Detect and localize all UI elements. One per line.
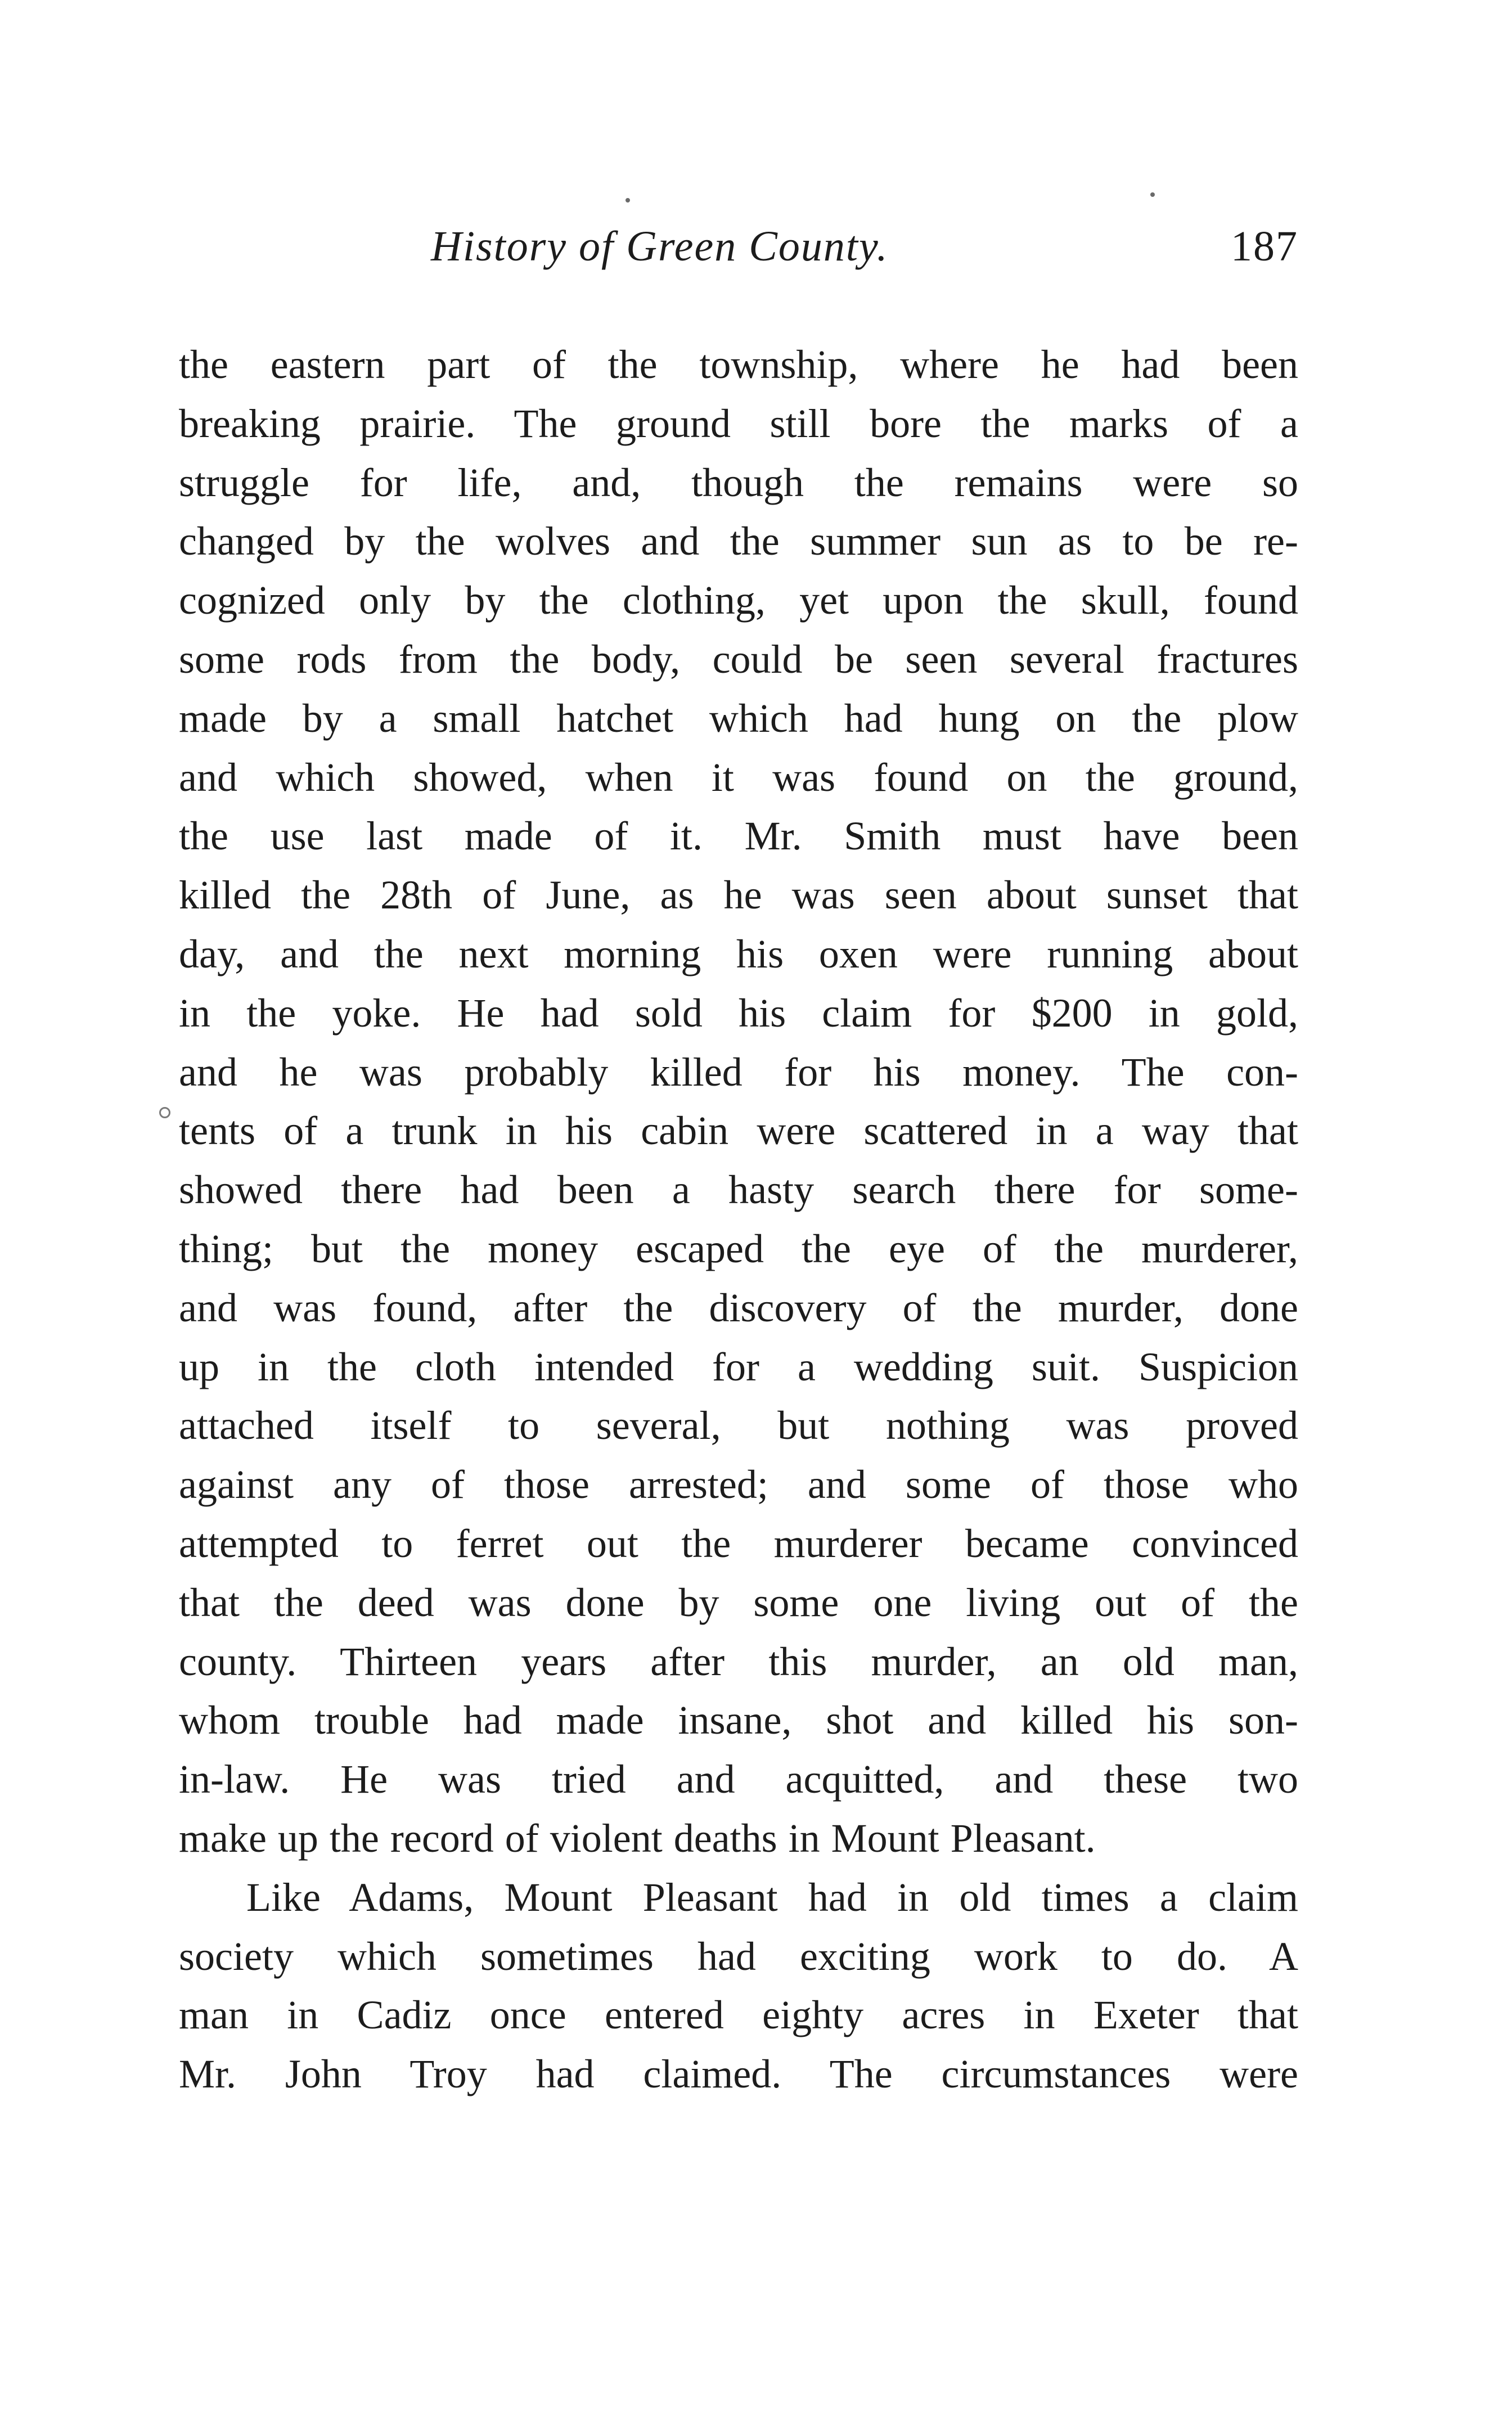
text-line: tents of a trunk in his cabin were scattered in a way that [179,1108,1298,1154]
text-line: made by a small hatchet which had hung on the plow [179,695,1298,741]
text-line: showed there had been a hasty search there for some- [179,1167,1298,1213]
text-line: day, and the next morning his oxen were running about [179,931,1298,976]
text-line: and which showed, when it was found on the ground, [179,754,1298,800]
text-line: whom trouble had made insane, shot and killed his son- [179,1698,1298,1743]
text-line: and he was probably killed for his money. The con- [179,1049,1298,1095]
running-title: History of Green County. [431,223,889,270]
text-line: society which sometimes had exciting work to do. A [179,1933,1298,1979]
text-line: cognized only by the clothing, yet upon the skull, found [179,578,1298,623]
text-line: breaking prairie. The ground still bore the marks of a [179,400,1298,446]
text-line: that the deed was done by some one living out of the [179,1580,1298,1625]
text-line: changed by the wolves and the summer sun as to be re- [179,519,1298,564]
text-line: in-law. He was tried and acquitted, and these two [179,1757,1298,1802]
page-number: 187 [1231,223,1298,270]
text-line: the use last made of it. Mr. Smith must have been [179,813,1298,859]
text-line: killed the 28th of June, as he was seen about sunset that [179,872,1298,918]
text-line: Mr. John Troy had claimed. The circumstances were [179,2051,1298,2097]
text-line: county. Thirteen years after this murder, an old man, [179,1639,1298,1684]
text-line: thing; but the money escaped the eye of the murderer, [179,1226,1298,1271]
text-line: and was found, after the discovery of the murder, done [179,1285,1298,1330]
page-header [179,222,1298,290]
print-speck [626,198,630,202]
text-line: struggle for life, and, though the remains were so [179,460,1298,505]
text-line: make up the record of violent deaths in Mount Pleasant. [179,1815,1096,1861]
text-line: Like Adams, Mount Pleasant had in old times a claim [246,1874,1298,1920]
paragraph-1 [179,335,1298,1868]
text-line: in the yoke. He had sold his claim for $200 in gold, [179,990,1298,1036]
text-line: attempted to ferret out the murderer became convinced [179,1520,1298,1566]
text-line: against any of those arrested; and some of those who [179,1462,1298,1508]
print-speck [159,1107,170,1118]
text-line: the eastern part of the township, where he had been [179,342,1298,387]
text-line: attached itself to several, but nothing was proved [179,1403,1298,1448]
paragraph-2 [179,1868,1298,2104]
body-text [179,335,1298,2104]
text-line: up in the cloth intended for a wedding suit. Suspicion [179,1344,1298,1389]
print-speck [1150,192,1155,197]
text-line: some rods from the body, could be seen several fractures [179,636,1298,682]
text-line: man in Cadiz once entered eighty acres in Exeter that [179,1992,1298,2038]
